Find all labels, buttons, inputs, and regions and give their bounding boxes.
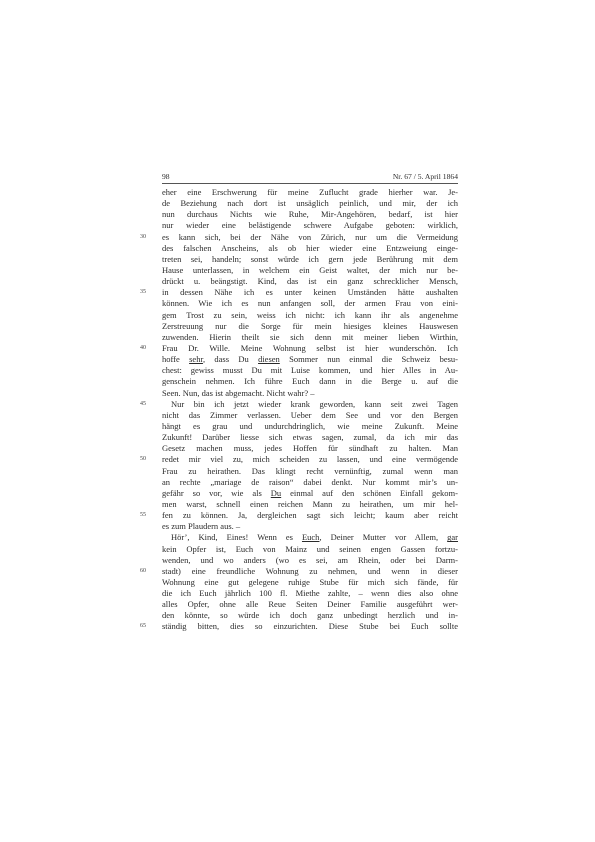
text-line: [162, 544, 458, 555]
underlined-emphasis: diesen: [258, 354, 280, 365]
line-text: men warst, schnell einen reichen Mann zu heirathen, um mir hel-: [162, 498, 458, 509]
line-text: es kann sich, bei der Nähe von Zürich, nur um die Vermeidung: [162, 231, 458, 242]
text-line: [140, 621, 458, 632]
line-text: in dessen Nähe ich es unter keinen Umständen hätte aushalten: [162, 287, 458, 298]
line-text: Wohnung eine gut gelegene ruhige Stube für mich sich fände, für: [162, 576, 458, 587]
underlined-emphasis: Du: [270, 487, 282, 498]
line-number: 55: [140, 512, 146, 519]
line-number: 30: [140, 233, 146, 240]
line-text: Sommer nun einmal die Schweiz besu-: [279, 354, 458, 365]
line-text: , Deiner Mutter vor Allem,: [319, 532, 448, 543]
line-text: Gesetz machen muss, jedes Hoffen für sündhaft zu halten. Man: [162, 443, 458, 454]
line-text: können. Wie ich es nun anfangen soll, der armen Frau von eini-: [162, 298, 458, 309]
text-line: [140, 231, 458, 243]
text-line: [162, 298, 458, 309]
text-line: [162, 432, 458, 443]
line-text: gem Trost zu sein, weiss ich nicht: ich kann ihr als angenehme: [162, 309, 458, 320]
line-text: kein Opfer ist, Euch von Mainz und seinen engen Gassen fortzu-: [162, 543, 458, 554]
page-number: 98: [162, 172, 170, 181]
underlined-emphasis: sehr: [189, 354, 203, 365]
line-text: de Beziehung nach dort ist unsäglich peinlich, und mir, der ich: [162, 198, 458, 209]
text-line: [162, 555, 458, 566]
line-text: nicht das Zimmer verlassen. Ueber dem See und vor den Bergen: [162, 409, 458, 420]
line-text: einmal auf den schönen Einfall gekom-: [281, 487, 458, 498]
line-text: Hör’, Kind, Eines! Wenn es: [171, 532, 302, 543]
line-text: hoffe: [162, 354, 190, 365]
letter-body: [140, 187, 459, 633]
line-text: den könnte, so würde ich doch ganz unbedingt herzlich und in-: [162, 610, 458, 621]
line-text: genschein nehmen. Ich führe Euch dann in die Berge u. auf die: [162, 376, 458, 387]
text-line: [162, 243, 458, 254]
text-line: [162, 521, 458, 532]
text-line: [162, 443, 458, 454]
line-text: Seen. Nun, das ist abgemacht. Nicht wahr? –: [162, 387, 315, 398]
text-line: [162, 265, 458, 276]
underlined-emphasis: gar: [447, 532, 459, 543]
text-line: [140, 287, 458, 298]
text-line: [162, 588, 458, 599]
text-line: [162, 332, 458, 343]
text-line: [162, 365, 458, 376]
text-line: [162, 466, 458, 477]
text-line: [162, 499, 458, 510]
line-text: es zum Plaudern aus. –: [162, 521, 241, 532]
line-text: hängt es grau und undurchdringlich, wie meine Zukunft. Meine: [162, 420, 458, 431]
text-line: [162, 376, 458, 387]
line-number: 45: [140, 400, 146, 407]
line-text: ständig bitten, dies so einzurichten. Diese Stube bei Euch sollte: [162, 621, 458, 632]
line-text: nun durchaus Nichts wie Ruhe, Mir-Angehören, bedarf, ist hier: [162, 209, 458, 220]
text-line: [162, 276, 458, 287]
letter-reference: Nr. 67 / 5. April 1864: [392, 172, 458, 181]
text-line: [162, 321, 458, 332]
line-text: Zerstreuung nur die Sorge für mein hiesiges kleines Hauswesen: [162, 320, 458, 331]
line-text: an rechte „mariage de raison“ dabei denkt. Nur kommt mir’s un-: [162, 476, 458, 487]
text-line: [162, 421, 458, 432]
text-line: [162, 388, 458, 399]
text-line: [162, 198, 458, 209]
line-text: Nur bin ich jetzt wieder krank geworden, kann seit zwei Tagen: [171, 398, 458, 409]
line-number: 60: [140, 567, 146, 574]
line-text: , dass Du: [202, 354, 259, 365]
line-text: alles Opfer, ohne alle Reue Seiten Deiner Familie ausgeführt wer-: [162, 599, 458, 610]
text-line: [140, 510, 458, 521]
line-text: treten sei, handeln; sonst würde ich gern jede Berührung mit dem: [162, 253, 458, 264]
line-text: des falschen Anscheins, als ob hier wieder eine Entzweiung einge-: [162, 242, 458, 253]
line-text: Frau Dr. Wille. Meine Wohnung selbst ist hier wunderschön. Ich: [162, 342, 458, 353]
text-line: [162, 532, 458, 543]
text-line: [140, 454, 458, 465]
text-line: [162, 488, 458, 499]
text-line: [162, 354, 458, 365]
line-text: gefähr so vor, wie als: [162, 487, 271, 498]
line-text: drückt u. beängstigt. Kind, das ist ein ganz schrecklicher Mensch,: [162, 276, 458, 287]
text-line: [140, 565, 458, 577]
text-line: [162, 310, 458, 321]
line-text: stadt) eine freundliche Wohnung zu nehmen, und wenn in dieser: [162, 565, 458, 576]
line-text: nur wieder eine belästigende schwere Aufgabe geboten: wirklich,: [162, 220, 458, 231]
line-text: wenden, und wo anders (wo es sei, am Rhein, oder bei Darm-: [162, 554, 458, 565]
line-text: fen zu können. Ja, dergleichen sagt sich leicht; kaum aber reicht: [162, 510, 458, 521]
text-line: [162, 410, 458, 421]
line-text: redet mir viel zu, mich scheiden zu lassen, und eine vermögende: [162, 454, 458, 465]
text-line: [140, 398, 458, 410]
text-line: [162, 254, 458, 265]
line-text: Frau zu heirathen. Das klingt recht vernünftig, zumal wenn man: [162, 465, 458, 476]
text-line: [140, 342, 458, 354]
line-number: 65: [140, 623, 146, 630]
line-text: Zukunft! Darüber liesse sich etwas sagen, zumal, da ich mir das: [162, 432, 458, 443]
text-line: [162, 477, 458, 488]
line-text: chest: gewiss musst Du mit Luise kommen, und hier Alles in Au-: [162, 365, 458, 376]
line-text: zuwenden. Hierin theilt sie sich denn mit meiner lieben Wirthin,: [162, 331, 458, 342]
text-line: [162, 610, 458, 621]
text-line: [162, 187, 458, 198]
text-line: [162, 220, 458, 231]
line-text: eher eine Erschwerung für meine Zuflucht grade hierher war. Je-: [162, 187, 458, 197]
line-number: 40: [140, 344, 146, 351]
line-number: 35: [140, 289, 146, 296]
line-text: die ich Euch jährlich 100 fl. Miethe zahlte, – wenn dies also ohne: [162, 588, 458, 599]
line-number: 50: [140, 456, 146, 463]
line-text: Hause unterlassen, in welchem ein Geist waltet, der mich nur be-: [162, 264, 458, 275]
running-header: [162, 172, 458, 184]
text-line: [162, 599, 458, 610]
text-line: [162, 209, 458, 220]
underlined-emphasis: Euch: [301, 532, 320, 543]
text-line: [162, 577, 458, 588]
